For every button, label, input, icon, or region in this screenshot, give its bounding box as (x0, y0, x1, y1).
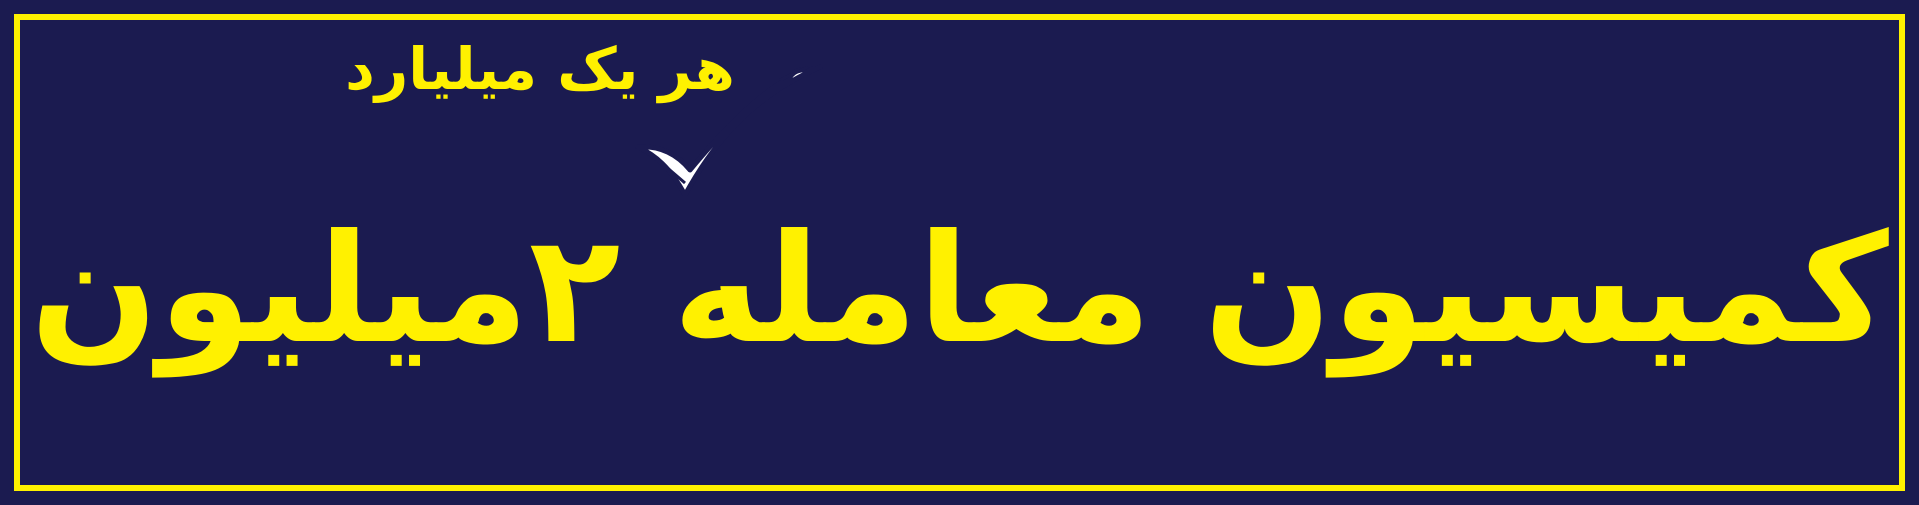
banner-subtitle: هر یک میلیارد (345, 35, 735, 103)
banner-headline: کمیسیون معامله ۲میلیون (30, 203, 1889, 377)
